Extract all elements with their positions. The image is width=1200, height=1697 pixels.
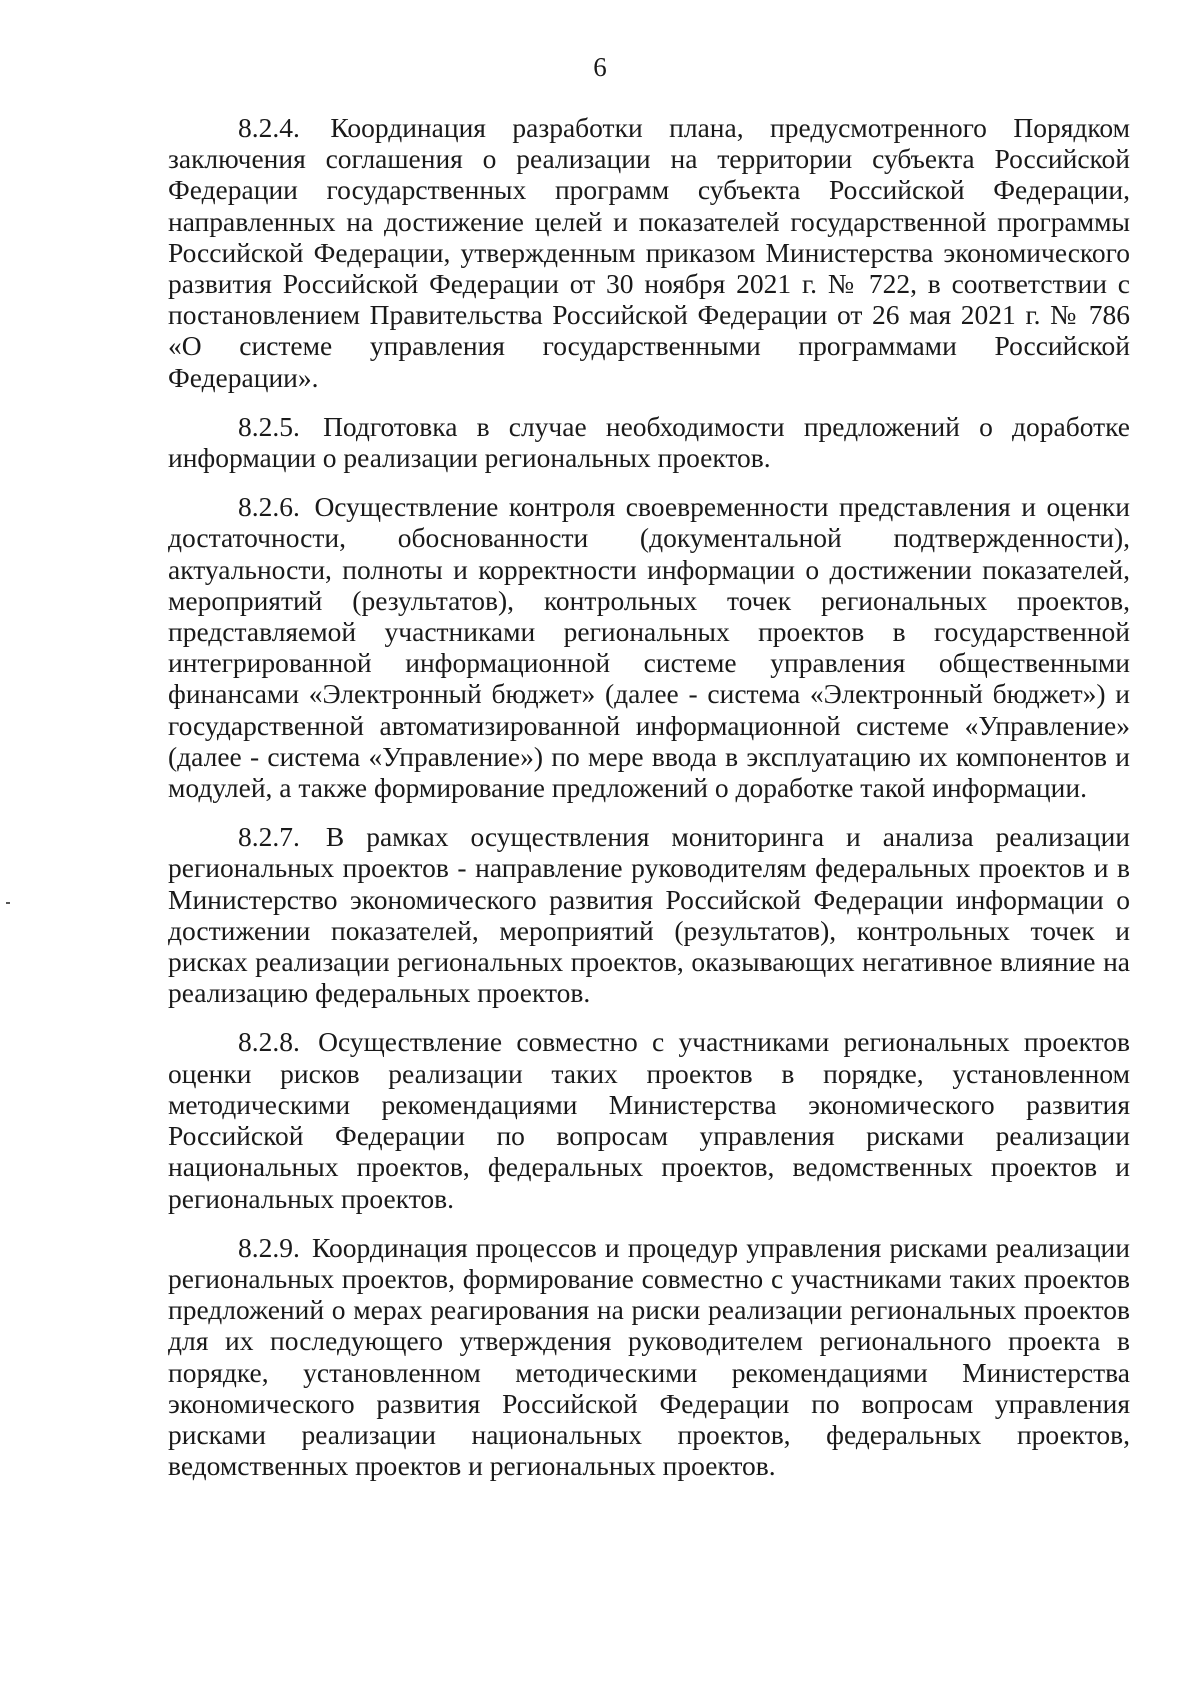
paragraph-text: Осуществление контроля своевременности представления и оценки достаточности, обоснованности (документальной подтвержденности), актуальности, полноты и корректности информации о достижении показателей, мероприятий (результатов), контрольных точек региональных проектов, представляемой участниками региональных проектов в государственной интегрированной информационной системе управления общественными финансами «Электронный бюджет» (далее - система «Электронный бюджет») и государственной автоматизированной информационной системе «Управление» (далее - система «Управление») по мере ввода в эксплуатацию их компонентов и модулей, а также формирование предложений о доработке такой информации.: [168, 491, 1130, 804]
paragraph-8-2-5: [168, 411, 1130, 473]
page-number: 6: [593, 52, 607, 82]
paragraph-number: 8.2.7.: [238, 821, 300, 853]
paragraph-8-2-9: [168, 1232, 1130, 1482]
paragraph-text: В рамках осуществления мониторинга и анализа реализации региональных проектов - направление руководителям федеральных проектов и в Министерство экономического развития Российской Федерации информации о достижении показателей, мероприятий (результатов), контрольных точек и рисках реализации региональных проектов, оказывающих негативное влияние на реализацию федеральных проектов.: [168, 821, 1131, 1009]
paragraph-number: 8.2.4.: [238, 112, 300, 143]
paragraph-text: Координация разработки плана, предусмотренного Порядком заключения соглашения о реализации на территории субъекта Российской Федерации государственных программ субъекта Российской Федерации, направленных на достижение целей и показателей государственной программы Российской Федерации, утвержденным приказом Министерства экономического развития Российской Федерации от 30 ноября 2021 г. № 722, в соответствии с постановлением Правительства Российской Федерации от 26 мая 2021 г. № 786 «О системе управления государственными программами Российской Федерации».: [168, 112, 1131, 393]
paragraph-number: 8.2.8.: [238, 1026, 300, 1058]
paragraph-8-2-8: [168, 1026, 1130, 1213]
paragraph-number: 8.2.5.: [238, 410, 300, 442]
paragraph-number: 8.2.6.: [238, 491, 300, 523]
paragraph-text: Подготовка в случае необходимости предложений о доработке информации о реализации региональных проектов.: [168, 410, 1130, 474]
paragraph-text: Координация процессов и процедур управления рисками реализации региональных проектов, формирование совместно с участниками таких проектов предложений о мерах реагирования на риски реализации региональных проектов для их последующего утверждения руководителем регионального проекта в порядке, установленном методическими рекомендациями Министерства экономического развития Российской Федерации по вопросам управления рисками реализации национальных проектов, федеральных проектов, ведомственных проектов и региональных проектов.: [168, 1231, 1130, 1482]
document-body: [168, 112, 1130, 1499]
paragraph-8-2-6: [168, 491, 1130, 803]
paragraph-8-2-7: [168, 821, 1130, 1008]
paragraph-number: 8.2.9.: [238, 1231, 300, 1263]
paragraph-8-2-4: [168, 112, 1130, 393]
paragraph-text: Осуществление совместно с участниками региональных проектов оценки рисков реализации таких проектов в порядке, установленном методическими рекомендациями Министерства экономического развития Российской Федерации по вопросам управления рисками реализации национальных проектов, федеральных проектов, ведомственных проектов и региональных проектов.: [168, 1026, 1130, 1214]
scan-edge-mark: [6, 902, 10, 904]
